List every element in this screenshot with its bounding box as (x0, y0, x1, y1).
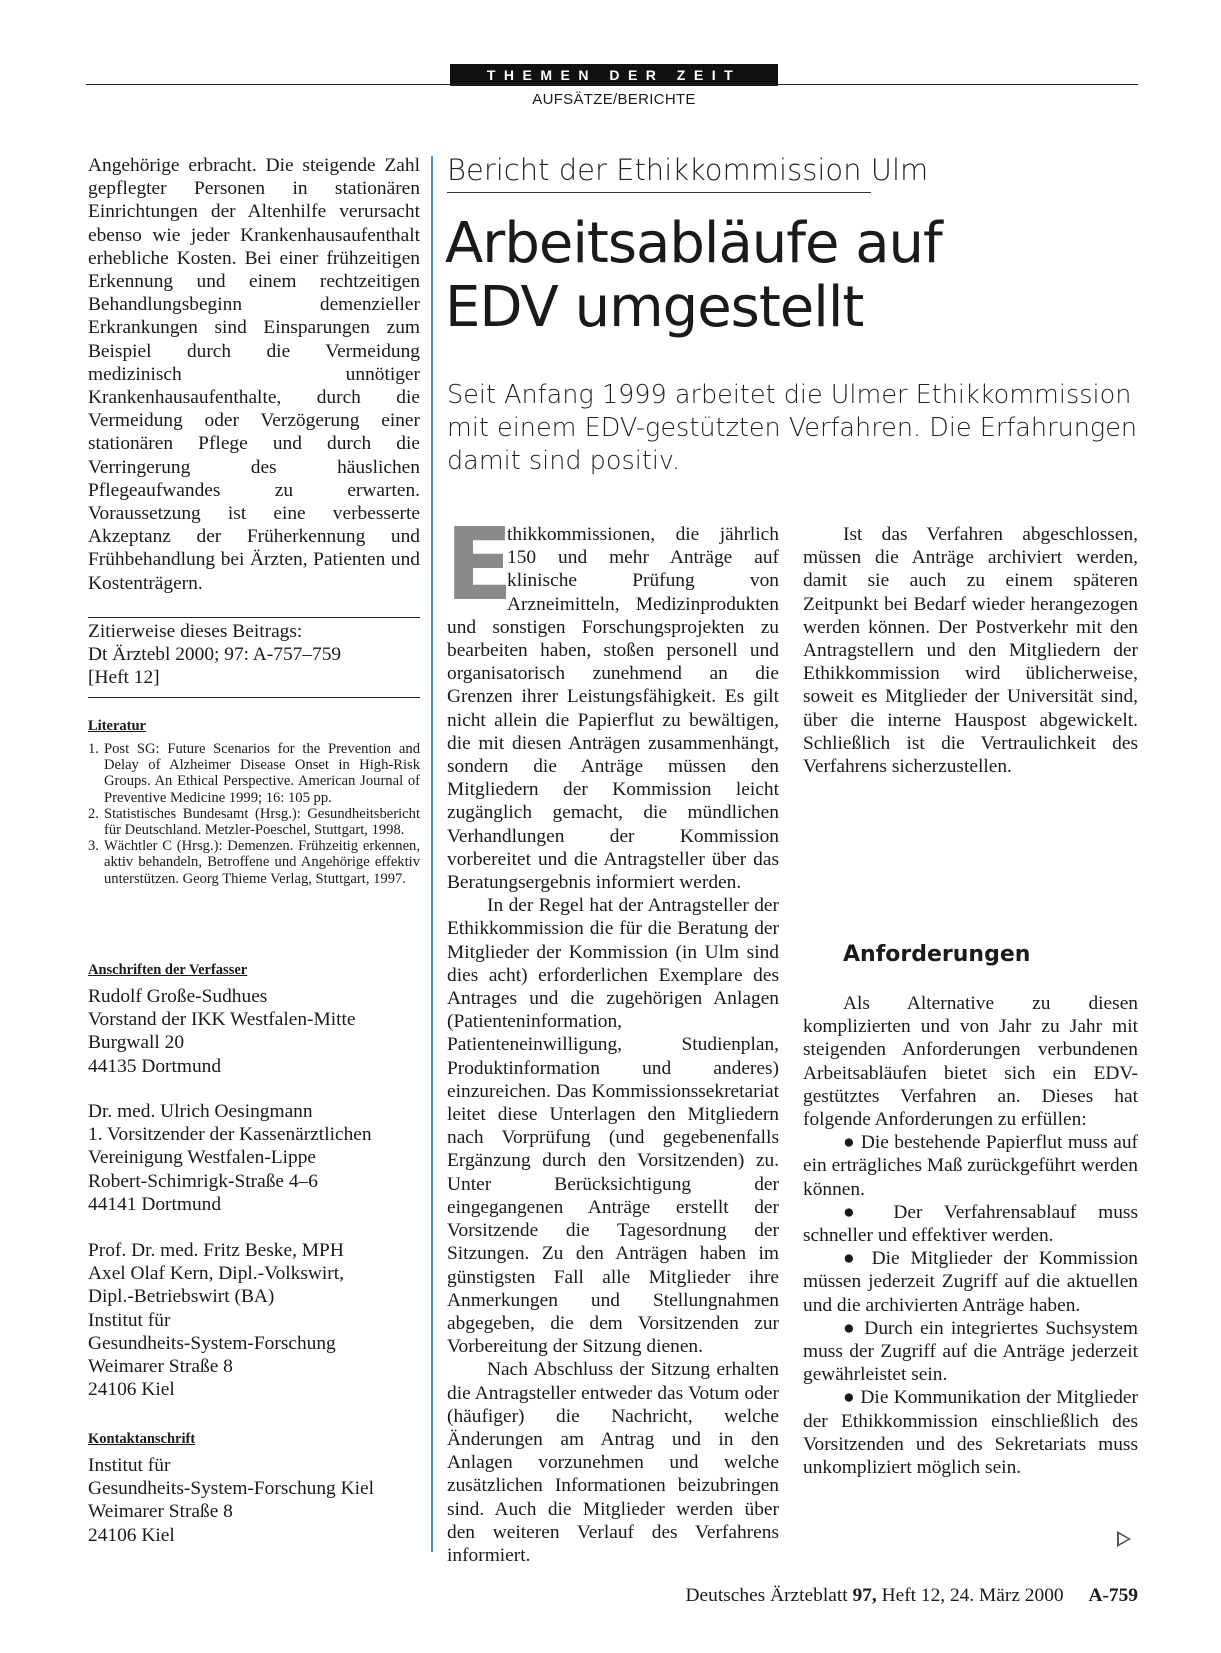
subheading: Anforderungen (843, 942, 1031, 967)
author-address (88, 1239, 428, 1401)
address-line: 44141 Dortmund (88, 1193, 222, 1215)
address-line: Burgwall 20 (88, 1032, 185, 1054)
address-line: Robert-Schimrigk-Straße 4–6 (88, 1170, 318, 1192)
contact-heading: Kontaktanschrift (88, 1431, 196, 1447)
bullet-item: ● Die bestehende Papierflut muss auf ein erträgliches Maß zurückgeführt werden können. (803, 1132, 1138, 1200)
headline-line: Arbeitsabläufe auf (445, 211, 942, 276)
address-line: Institut für (88, 1309, 171, 1331)
literature-text: Statistisches Bundesamt (Hrsg.): Gesundheitsbericht für Deutschland. Metzler-Poeschel, Stuttgart, 1998. (104, 805, 420, 839)
literature-item (88, 741, 420, 806)
address-line: Gesundheits-System-Forschung (88, 1332, 336, 1354)
paragraph (445, 506, 779, 894)
author-address (88, 985, 428, 1078)
address-line: Gesundheits-System-Forschung Kiel (88, 1478, 374, 1500)
citation-rule-bottom (88, 697, 420, 698)
header-rule (86, 84, 1138, 85)
bullet-item: ● Durch ein integriertes Suchsystem muss der Zugriff auf die Anträge jederzeit gewährleistet sein. (803, 1317, 1138, 1386)
right-column-text (803, 523, 1138, 778)
literature-text: Wächtler C (Hrsg.): Demenzen. Frühzeitig erkennen, aktiv behandeln, Betroffene und Angehörige effektiv unterstützen. Georg Thieme Verlag, Stuttgart, 1997. (104, 838, 420, 887)
article-lead: Seit Anfang 1999 arbeitet die Ulmer Ethikkommission mit einem EDV-gestützten Verfahren. Die Erfahrungen damit sind positiv. (447, 380, 1138, 476)
literature-text: Post SG: Future Scenarios for the Prevention and Delay of Alzheimer Disease Onset in High-Risk Groups. An Ethical Perspective. American Journal of Preventive Medicine 1999; 16: 105 pp. (104, 741, 420, 806)
issue-date: Heft 12, 24. März 2000 (881, 1585, 1064, 1606)
contact-address (88, 1454, 428, 1547)
column-divider (431, 156, 433, 1552)
address-line: Prof. Dr. med. Fritz Beske, MPH (88, 1240, 344, 1261)
middle-column-text (445, 506, 779, 1567)
drop-cap: E (445, 506, 514, 623)
literature-number: 1. (88, 741, 99, 757)
bullet-item: ● Die Kommunikation der Mitglieder der Ethikkommission einschließlich des Vorsitzenden und des Sekretariats muss unkompliziert möglich sein. (803, 1387, 1138, 1479)
article-kicker: Bericht der Ethikkommission Ulm (447, 152, 871, 193)
address-line: 1. Vorsitzender der Kassenärztlichen (88, 1124, 372, 1146)
citation-rule-top (88, 617, 420, 618)
bullet-item: ● Der Verfahrensablauf muss schneller und effektiver werden. (803, 1201, 1138, 1247)
bullet-item: ● Die Mitglieder der Kommission müssen jederzeit Zugriff auf die aktuellen und die archivierten Anträge haben. (803, 1248, 1138, 1316)
address-line: 24106 Kiel (88, 1524, 175, 1546)
address-line: 24106 Kiel (88, 1379, 175, 1401)
paragraph: In der Regel hat der Antragsteller der Ethikkommission die für die Beratung der Mitglieder der Kommission (in Ulm sind dies acht) erforderlichen Exemplare des Antrages und die zugehörigen Anlagen (Patienteninformation, Patienteneinwilligung, Studienplan, Produktinformation und anderes) einzureichen. Das Kommissionssekretariat leitet diese Unterlagen den Mitgliedern nach Vorprüfung (und gegebenenfalls Ergänzung durch den Vorsitzenden) zu. Unter Berücksichtigung der eingegangenen Anträge erstellt der Vorsitzende die Tagesordnung der Sitzungen. Zu den Anträgen haben im günstigsten Fall alle Mitglieder ihre Anmerkungen und Stellungnahmen abgegeben, die dem Vorsitzenden zur Vorbereitung der Sitzung dienen. (447, 895, 779, 1358)
literature-number: 2. (88, 805, 99, 822)
continue-arrow-icon (1117, 1531, 1131, 1547)
left-column-text: Angehörige erbracht. Die steigende Zahl gepflegter Personen in stationären Einrichtungen der Altenhilfe verursacht ebenso wie jeder Krankenhausaufenthalt erhebliche Kosten. Bei einer frühzeitigen Erkennung und einem rechtzeitigen Behandlungsbeginn demenzieller Erkrankungen sind Einsparungen zum Beispiel durch die Vermeidung medizinisch unnötiger Krankenhausaufenthalte, durch die Vermeidung oder Verzögerung einer stationären Pflege und durch die Verringerung des häuslichen Pflegeaufwandes zu erwarten. Voraussetzung ist eine verbesserte Akzeptanz der Früherkennung und Frühbehandlung bei Ärzten, Patienten und Kostenträgern. (88, 155, 420, 594)
address-line: Vorstand der IKK Westfalen-Mitte (88, 1009, 356, 1031)
address-line: Weimarer Straße 8 (88, 1501, 233, 1523)
volume: 97, (852, 1585, 877, 1606)
paragraph: Ist das Verfahren abgeschlossen, müssen die Anträge archiviert werden, damit sie auch zu einem späteren Zeitpunkt bei Bedarf wieder herangezogen werden können. Der Postverkehr mit den Antragstellern und den Mitgliedern der Ethikkommission wird üblicherweise, soweit es Mitglieder der Universität sind, über die interne Hauspost abgewickelt. Schließlich ist die Vertraulichkeit des Verfahrens sicherzustellen. (803, 524, 1138, 778)
literature-heading: Literatur (88, 718, 146, 734)
address-line: Axel Olaf Kern, Dipl.-Volkswirt, (88, 1263, 344, 1285)
citation-line: [Heft 12] (88, 667, 160, 689)
paragraph: Als Alternative zu diesen komplizierten und von Jahr zu Jahr mit steigenden Anforderungen verbundenen Arbeitsabläufen bietet sich ein EDV-gestütztes Verfahren an. Dieses hat folgende Anforderungen zu erfüllen: (803, 993, 1138, 1131)
headline-line: EDV umgestellt (445, 275, 864, 340)
address-line: Rudolf Große-Sudhues (88, 986, 268, 1007)
page-footer (660, 1585, 1138, 1607)
citation-box (88, 620, 420, 690)
article-headline (445, 212, 1145, 340)
section-label: THEMEN DER ZEIT (450, 64, 778, 86)
literature-list (88, 741, 420, 887)
paragraph-text: thikkommissionen, die jährlich 150 und mehr Anträge auf klinische Prüfung von Arzneimitteln, Medizinprodukten und sonstigen Forschungsprojekten zu bearbeiten haben, stoßen personell und organisatorisch zunehmend an die Grenzen ihrer Leistungsfähigkeit. Es gilt nicht allein die Papierflut zu bewältigen, die mit diesen Anträgen zusammenhängt, sondern die Anträge müssen den Mitgliedern der Kommission leicht zugänglich gemacht, die mündlichen Verhandlungen der Kommission vorbereitet und die Antragsteller über das Beratungsergebnis informiert werden. (447, 524, 779, 894)
page-number: A-759 (1088, 1585, 1138, 1606)
citation-line: Dt Ärztebl 2000; 97: A-757–759 (88, 644, 342, 666)
requirements-text (803, 992, 1138, 1479)
journal-name: Deutsches Ärzteblatt (685, 1585, 848, 1606)
paragraph: Nach Abschluss der Sitzung erhalten die Antragsteller entweder das Votum oder (häufiger) die Nachricht, welche Änderungen am Antrag und in den Anlagen vorzunehmen und welche zusätzlichen Informationen beizubringen sind. Auch die Mitglieder werden über den weiteren Verlauf des Verfahrens informiert. (447, 1359, 779, 1566)
address-line: Dr. med. Ulrich Oesingmann (88, 1101, 313, 1122)
address-line: Dipl.-Betriebswirt (BA) (88, 1286, 275, 1308)
address-line: Institut für (88, 1455, 171, 1476)
author-address (88, 1100, 428, 1216)
literature-number: 3. (88, 838, 99, 855)
address-line: Weimarer Straße 8 (88, 1356, 233, 1378)
subsection-label: AUFSÄTZE/BERICHTE (532, 91, 696, 108)
literature-item (88, 806, 420, 838)
citation-line: Zitierweise dieses Beitrags: (88, 621, 303, 642)
authors-heading: Anschriften der Verfasser (88, 962, 248, 978)
address-line: Vereinigung Westfalen-Lippe (88, 1147, 316, 1169)
literature-item (88, 838, 420, 887)
address-line: 44135 Dortmund (88, 1055, 222, 1077)
